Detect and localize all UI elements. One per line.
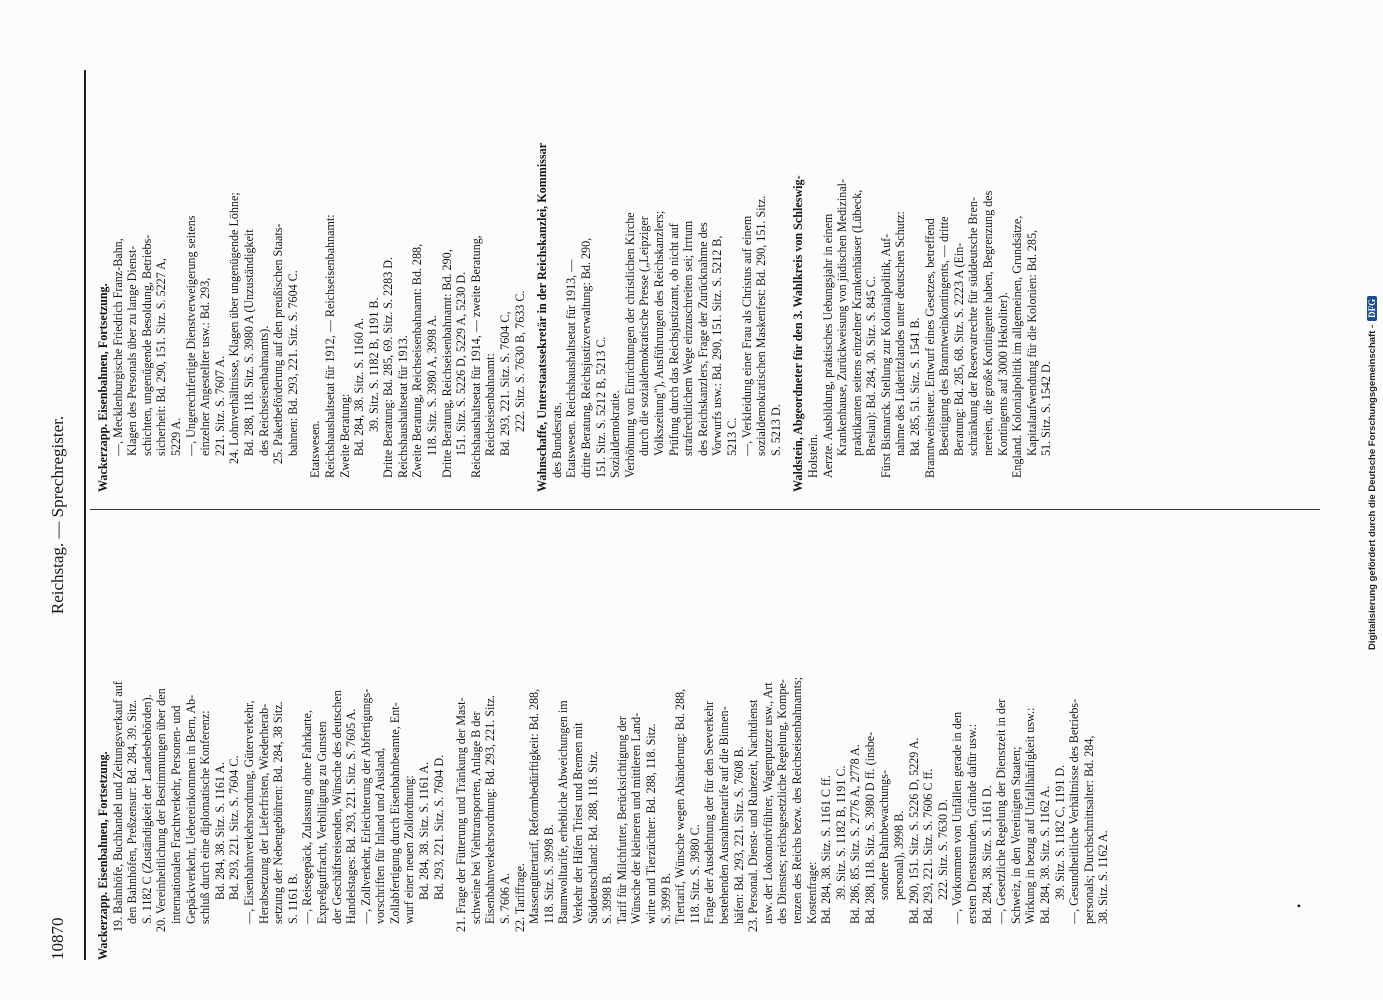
header-rule xyxy=(84,70,86,960)
index-line: Zweite Beratung, Reichseisenbahnamt: Bd. 288, xyxy=(410,243,425,478)
index-line: schichten, ungenügende Besoldung, Betriebs- xyxy=(139,234,154,456)
index-line: personals; Durchschnittsalter: Bd. 284, xyxy=(1081,735,1096,924)
index-line: Bd. 290, 151. Sitz. S. 5226 D, 5229 A. xyxy=(906,737,921,924)
index-line: S. 3998 B. xyxy=(600,872,615,924)
index-line: Bd. 285, 51. Sitz. S. 1541 B. xyxy=(908,317,923,456)
index-line: Frage der Ausdehnung der für den Seeverkehr xyxy=(702,701,717,924)
index-line: —, Vorkommen von Unfällen gerade in den xyxy=(950,711,965,924)
index-line: Prüfung durch das Reichsjustizamt, ob nicht auf xyxy=(666,223,681,456)
index-line: den Bahnhöfen, Preßzensur: Bd. 284, 39. Sitz. xyxy=(125,699,140,924)
index-line: Vorwurfs usw.: Bd. 290, 151. Sitz. S. 5212 B, xyxy=(710,235,725,456)
index-line: Bd. 293, 221. Sitz. S. 7604 C, xyxy=(498,311,513,456)
index-line: Reichshaushaltsetat für 1912, — Reichseisenbahnamt: xyxy=(322,214,337,478)
index-line: internationalen Frachtverkehr, Personen- und xyxy=(168,705,183,924)
index-line: Tarif für Milchfutter, Berücksichtigung der xyxy=(614,716,629,924)
index-line: —, Reisegepäck, Zulassung ohne Fahrkarte, xyxy=(300,710,315,924)
index-line: Wirkung in bezug auf Unfallhäufigkeit usw.: xyxy=(1023,707,1038,924)
index-line: wurf einer neuen Zollordnung: xyxy=(402,775,417,924)
index-line: 118. Sitz. S. 3998 B. xyxy=(541,824,556,924)
index-line: vorschriften für Inland und Ausland, xyxy=(373,747,388,924)
index-line: sondere Bahnbewachungs- xyxy=(877,770,892,900)
index-line: Volkszeitung"), Ausführungen des Reichskanzlers; xyxy=(651,210,666,456)
index-line: —, Gesetzliche Regelung der Dienstzeit in der xyxy=(994,698,1009,924)
index-line: 25. Paketbeförderung auf den preußischen Staats- xyxy=(271,223,286,464)
index-line: Süddeutschland: Bd. 288, 118. Sitz. xyxy=(585,751,600,924)
index-line: nereien, die große Kontingente haben, Begrenzung des xyxy=(981,190,996,456)
index-line: Krankenhause, Zurückweisung von jüdischen Medizinal- xyxy=(835,178,850,456)
index-line: sozialdemokratischen Maskenfest: Bd. 290, 151. Sitz. xyxy=(754,195,769,456)
index-line: 222. Sitz. S. 7630 D. xyxy=(935,799,950,900)
index-line: Eisenbahnverkehrsordnung: Bd. 293, 221. Sitz. xyxy=(483,694,498,924)
index-line: 5213 C. xyxy=(724,417,739,456)
index-line: 51. Sitz. S. 1542 D. xyxy=(1039,361,1054,456)
index-line: Reichseisenbahnamt: xyxy=(483,353,498,456)
index-line: Tiertarif, Wünsche wegen Abänderung: Bd. 288, xyxy=(673,688,688,924)
index-line: —, Zollverkehr, Erleichterung der Abfertigungs- xyxy=(358,688,373,924)
index-line: Zweite Beratung: xyxy=(337,393,352,478)
index-line: Branntweinsteuer. Entwurf eines Gesetzes, betreffend xyxy=(922,218,937,478)
index-line: 5229 A. xyxy=(168,417,183,456)
index-line: des Dienstes; reichsgesetzliche Regelung, Kompe- xyxy=(775,679,790,924)
index-line: 21. Frage der Fütterung und Tränkung der Mast- xyxy=(454,697,469,932)
index-line: Kapitalaufwendung für die Kolonien: Bd. 285, xyxy=(1024,229,1039,456)
index-line: Verkehr der Häfen Triest und Bremen mit xyxy=(571,722,585,924)
index-line: 221. Sitz. S. 7607 A. xyxy=(212,355,227,456)
index-line: sicherheit: Bd. 290, 151. Sitz. S. 5227 A, xyxy=(154,258,169,456)
index-line: Holstein. xyxy=(805,433,820,478)
index-line: Etatswesen. Reichshaushaltsetat für 1913, — xyxy=(564,259,579,478)
index-line: Massengütertarif, Reformbedürftigkeit: Bd. 288, xyxy=(527,688,542,924)
index-line: bestehenden Ausnahmetarife auf die Binnen- xyxy=(716,706,731,924)
index-line: personal), 3998 B. xyxy=(892,810,907,900)
dfg-credit-text: Digitalisierung gefördert durch die Deutsche Forschungsgemeinschaft - xyxy=(1367,324,1378,650)
dfg-note xyxy=(4,0,26,322)
index-line: —, Mecklenburgische Friedrich Franz-Bahn, xyxy=(110,238,125,456)
index-line: dritte Beratung, Reichsjustizverwaltung: Bd. 290, xyxy=(579,237,593,478)
index-line: Breslau): Bd. 284, 30. Sitz. S. 845 C. xyxy=(864,276,879,456)
index-line: wirte und Tierzüchter: Bd. 288, 118. Sitz. xyxy=(643,723,658,924)
index-line: schluß durch eine diplomatische Konferenz: xyxy=(198,710,213,924)
index-line: Dritte Beratung: Bd. 285, 69. Sitz. S. 2283 D. xyxy=(381,256,396,478)
index-line: Verhöhnung von Einrichtungen der christlichen Kirche xyxy=(622,212,637,478)
index-line: des Bundesrats. xyxy=(549,402,564,478)
index-line: schweine bei Viehtransporten, Anlage B der xyxy=(468,711,483,924)
index-line: nahme des Lüderitzlandes unter deutschen Schutz: xyxy=(893,211,908,456)
index-line: England. Kolonialpolitik im allgemeinen, Grundsätze, xyxy=(1010,215,1025,478)
index-line: strafrechtlichem Wege einzuschreiten sei; Irrtum xyxy=(681,220,696,456)
index-line: S. 3999 B. xyxy=(658,872,673,924)
index-line: Zollabfertigung durch Eisenbahnbeamte, Ent- xyxy=(387,702,402,924)
page-header xyxy=(48,70,82,960)
index-line: S. 1161 B. xyxy=(285,873,300,924)
index-line: Kontingents auf 3000 Hektoliter). xyxy=(995,292,1010,456)
page-title: Reichstag. — Sprechregister. xyxy=(48,415,67,615)
index-line: Bd. 284, 38. Sitz. S. 1160 A. xyxy=(352,318,367,456)
index-line: 38. Sitz. S. 1162 A. xyxy=(1096,830,1111,924)
index-line: 118. Sitz. S. 3980 A, 3998 A. xyxy=(425,315,440,456)
index-line: setzung der Nebengebühren: Bd. 284, 38 Sitz. xyxy=(271,701,286,924)
index-line: Bd. 293, 221. Sitz. S. 7606 C ff. xyxy=(921,768,936,924)
index-line: des Reichseisenbahnamts). xyxy=(256,325,271,456)
index-line: Bd. 286, 85. Sitz. S. 2776 A, 2778 A. xyxy=(848,744,863,924)
column-divider xyxy=(90,509,1320,510)
index-line: 22. Tariffrage. xyxy=(512,863,527,932)
index-line: 151. Sitz. S. 5212 B, 5213 C. xyxy=(593,336,608,478)
index-line: Baumwolltarife, erhebliche Abweichungen im xyxy=(556,700,571,924)
index-line: tenzen des Reichs bezw. des Reichseisenbahnamts; xyxy=(789,676,804,924)
index-line: 39. Sitz. S. 1182 B, 1191 C. xyxy=(833,765,848,900)
right-column xyxy=(96,62,1054,492)
index-line: Beratung: Bd. 285, 68. Sitz. S. 2223 A (Ein- xyxy=(951,242,966,456)
index-line: praktikanten seitens einzelner Krankenhäuser (Lübeck, xyxy=(849,189,864,456)
index-line: 222. Sitz. S. 7630 B, 7633 C. xyxy=(512,290,527,432)
index-line: Dritte Beratung, Reichseisenbahnamt: Bd. 290, xyxy=(439,249,454,478)
index-line: der Geschäftsreisenden, Wünsche des deutschen xyxy=(329,690,344,924)
index-line: Kostenfrage: xyxy=(804,861,819,924)
index-line: 151. Sitz. S. 5226 D, 5229 A, 5230 D. xyxy=(454,271,469,456)
index-line: Wackerzapp. Eisenbahnen, Fortsetzung. xyxy=(96,283,110,492)
dfg-side-note xyxy=(1362,10,1378,650)
index-line: Bd. 293, 221. Sitz. S. 7604 D. xyxy=(431,754,446,900)
index-line: Sozialdemokratie. xyxy=(608,390,623,478)
index-line: bahnen: Bd. 293, 221. Sitz. S. 7604 C. xyxy=(285,270,300,456)
index-line: —, Gesundheitliche Verhältnisse des Betriebs- xyxy=(1067,698,1082,924)
index-line: Wackerzapp. Eisenbahnen, Fortsetzung. xyxy=(96,751,110,960)
index-line: des Reichskanzlers, Frage der Zurücknahme des xyxy=(695,222,710,456)
index-line: Bd. 284, 38. Sitz. S. 1161 D. xyxy=(979,785,994,924)
index-line: Fürst Bismarck. Stellung zur Kolonialpolitik, Auf- xyxy=(878,233,893,478)
index-line: usw. der Lokomotivführer, Wagenputzer usw., Art xyxy=(760,682,775,924)
index-line: Bd. 284, 38. Sitz. S. 1162 A. xyxy=(1038,786,1052,924)
index-line: Bd. 288, 118. Sitz. S. 3980 A (Unzuständigkeit xyxy=(241,229,256,456)
index-line: Gepäckverkehr, Uebereinkommen in Bern, Ab- xyxy=(183,694,198,924)
index-line: Bd. 284, 38. Sitz. S. 1161 A. xyxy=(417,762,432,900)
page-number: 10870 xyxy=(48,917,67,960)
index-line: 118. Sitz. S. 3980 C. xyxy=(687,824,702,924)
index-line: Expreßgutfracht, Verbilligung zu Gunsten xyxy=(314,721,329,924)
index-line: S. 7606 A. xyxy=(498,872,513,924)
index-line: 20. Vereinheitlichung der Bestimmungen über den xyxy=(154,688,169,932)
index-line: 19. Bahnhöfe, Buchhandel und Zeitungsverkauf auf xyxy=(110,681,125,932)
index-line: durch die sozialdemokratische Presse („Leipziger xyxy=(637,216,652,456)
index-line: Beseitigung des Branntweinkontingents, — dritte xyxy=(937,216,952,456)
stray-mark: • xyxy=(1292,903,1306,908)
index-line: Klagen des Personals über zu lange Dienst- xyxy=(125,245,140,456)
index-line: Bd. 293, 221. Sitz. S. 7604 C. xyxy=(227,755,242,900)
index-line: 23. Personal. Dienst- und Ruhezeit, Nachtdienst xyxy=(746,699,761,932)
left-column xyxy=(96,530,1111,960)
index-line: Aerzte. Ausbildung, praktisches Uebungsjahr in einem xyxy=(820,213,835,478)
index-line: 39. Sitz. S. 1182 B, 1191 B. xyxy=(366,297,381,432)
index-line: Wahnschaffe, Unterstaatssekretär in der Reichskanzlei, Kommissar xyxy=(535,142,550,492)
index-line: schränkung der Reservatrechte für süddeutsche Bren- xyxy=(966,197,981,456)
dfg-logo: DFG xyxy=(1367,296,1377,321)
index-line: Herabsetzung der Lieferfristen, Wiederherab- xyxy=(256,703,271,924)
index-line: Reichshaushaltsetat für 1914, — zweite Beratung, xyxy=(468,235,483,478)
index-line: häfen: Bd. 293, 221. Sitz. S. 7608 B. xyxy=(731,746,746,924)
index-line: —, Ungerechtfertigte Dienstverweigerung seitens xyxy=(183,215,198,456)
index-line: Waldstein, Abgeordneter für den 3. Wahlkreis von Schleswig- xyxy=(791,175,806,492)
index-line: Schweiz, in den Vereinigten Staaten; xyxy=(1008,746,1023,924)
index-line: Wünsche der kleineren und mittleren Land- xyxy=(629,712,644,924)
index-line: einzelner Angestellter usw.: Bd. 293, xyxy=(198,277,213,456)
index-line: Bd. 288, 118. Sitz. S. 3980 D ff. (insbe- xyxy=(862,731,877,924)
index-line: Bd. 284, 38. Sitz. S. 1161 C ff. xyxy=(819,775,834,924)
index-line: ersten Dienststunden, Gründe dafür usw.: xyxy=(965,723,980,924)
index-line: 24. Lohnverhältnisse, Klagen über ungenügende Löhne; xyxy=(227,192,242,464)
index-line: Bd. 284, 38. Sitz. S. 1161 A. xyxy=(212,762,227,900)
index-line: Etatswesen. xyxy=(308,420,323,478)
index-line: S. 1182 C (Zuständigkeit der Landesbehörden). xyxy=(139,694,154,924)
index-line: Reichshaushaltsetat für 1913. xyxy=(395,335,410,478)
index-line: Handelstages: Bd. 293, 221. Sitz. S. 7605 A. xyxy=(344,708,359,924)
index-line: —, Verkleidung einer Frau als Christus auf einem xyxy=(739,215,754,456)
index-line: —, Eisenbahnverkehrsordnung, Güterverkehr, xyxy=(241,700,256,924)
index-line: S. 5213 D. xyxy=(768,404,783,456)
index-line: 39. Sitz. S. 1182 C, 1191 D. xyxy=(1052,764,1067,900)
